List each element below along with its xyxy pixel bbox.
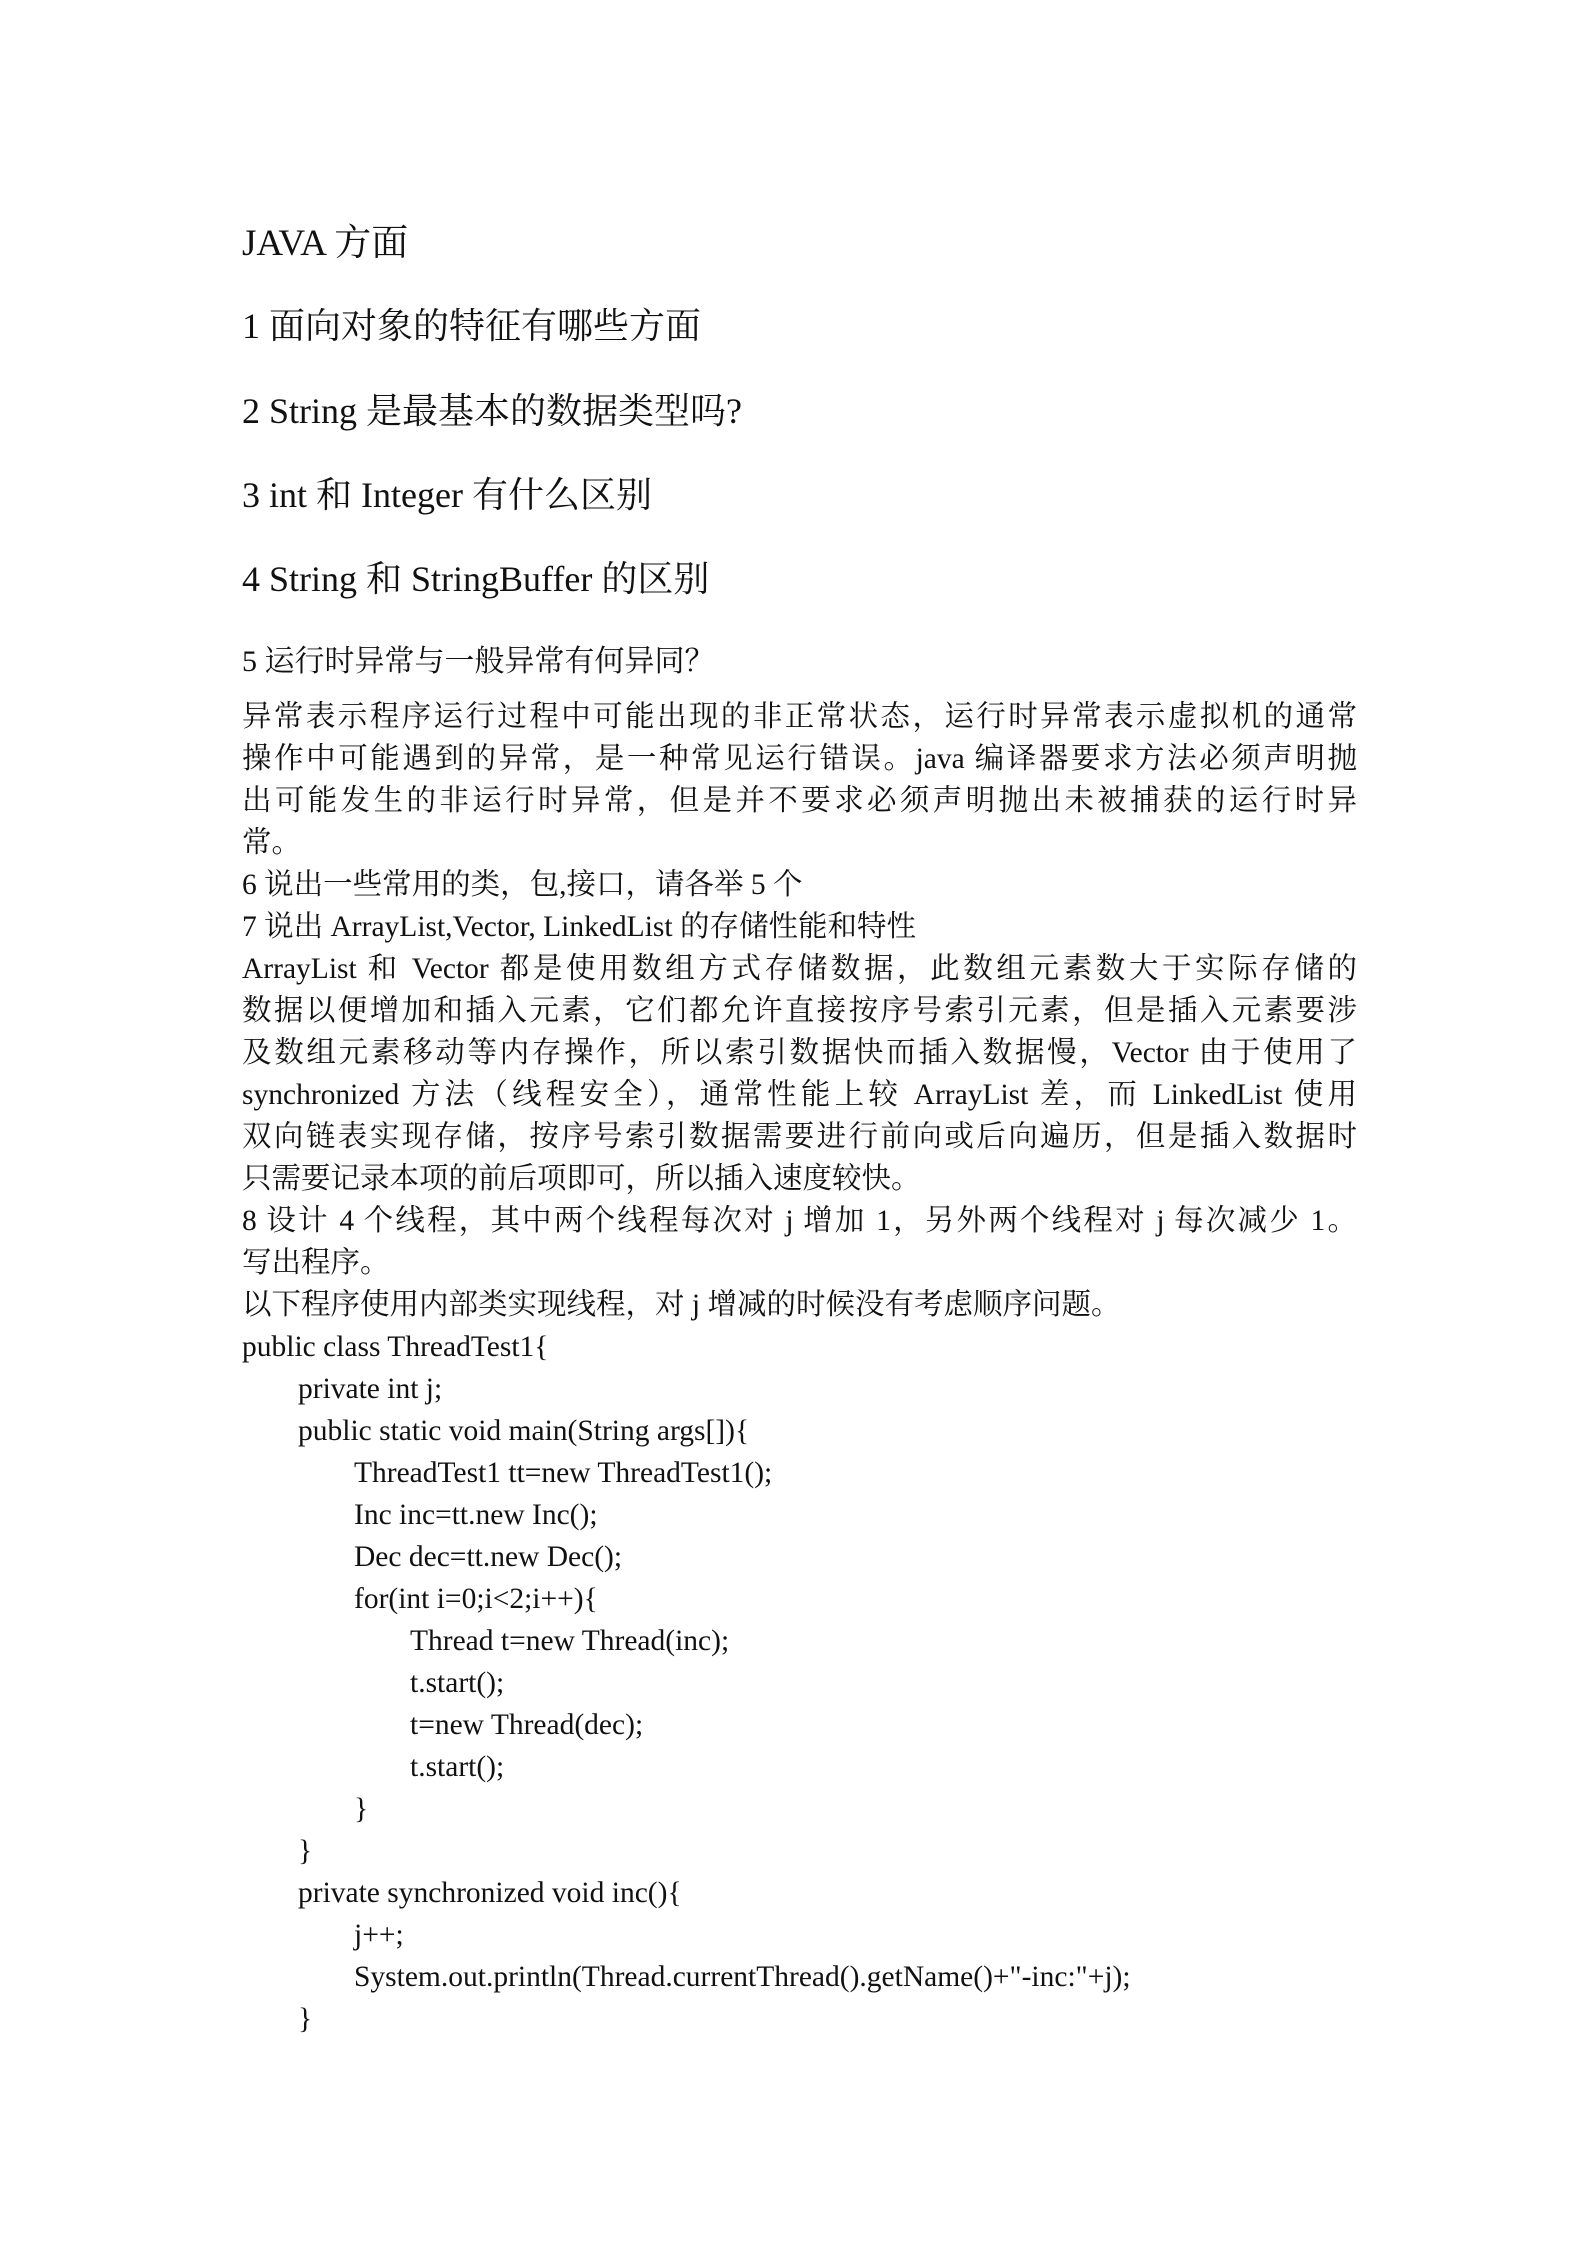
- answer-7-line: ArrayList 和 Vector 都是使用数组方式存储数据，此数组元素数大于实际存储的: [242, 953, 1357, 985]
- code-line: }: [298, 2003, 313, 2035]
- code-block: [242, 1326, 1357, 2040]
- answer-7-line: 及数组元素移动等内存操作，所以索引数据快而插入数据慢，Vector 由于使用了: [242, 1037, 1357, 1069]
- answer-5-line: 异常表示程序运行过程中可能出现的非正常状态，运行时异常表示虚拟机的通常: [242, 701, 1357, 733]
- code-line: System.out.println(Thread.currentThread().getName()+"-inc:"+j);: [354, 1961, 1131, 1993]
- code-line: Thread t=new Thread(inc);: [410, 1625, 730, 1657]
- code-line: }: [298, 1835, 313, 1867]
- question-1: 1 面向对象的特征有哪些方面: [242, 306, 702, 346]
- code-line: t.start();: [410, 1751, 505, 1783]
- code-line: t.start();: [410, 1667, 505, 1699]
- answer-5-line: 操作中可能遇到的异常，是一种常见运行错误。java 编译器要求方法必须声明抛: [242, 743, 1357, 775]
- code-line: j++;: [354, 1919, 404, 1951]
- code-line: public static void main(String args[]){: [298, 1415, 750, 1447]
- question-8-line: 写出程序。: [242, 1247, 390, 1279]
- answer-7-line: 只需要记录本项的前后项即可，所以插入速度较快。: [242, 1163, 921, 1195]
- code-line: private int j;: [298, 1373, 443, 1405]
- document-title: JAVA 方面: [242, 223, 409, 264]
- code-line: ThreadTest1 tt=new ThreadTest1();: [354, 1457, 773, 1489]
- code-line: }: [354, 1793, 369, 1825]
- code-line: t=new Thread(dec);: [410, 1709, 644, 1741]
- question-5: 5 运行时异常与一般异常有何异同？: [242, 645, 715, 678]
- answer-5-line: 常。: [242, 827, 302, 859]
- answer-7-line: 双向链表实现存储，按序号索引数据需要进行前向或后向遍历，但是插入数据时: [242, 1121, 1357, 1153]
- question-6: 6 说出一些常用的类，包,接口，请各举 5 个: [242, 869, 803, 901]
- answer-5-line: 出可能发生的非运行时异常，但是并不要求必须声明抛出未被捕获的运行时异: [242, 785, 1357, 817]
- code-line: public class ThreadTest1{: [242, 1331, 549, 1363]
- question-4: 4 String 和 StringBuffer 的区别: [242, 559, 710, 599]
- document-body: [242, 696, 1357, 2040]
- code-line: Dec dec=tt.new Dec();: [354, 1541, 623, 1573]
- code-line: for(int i=0;i<2;i++){: [354, 1583, 598, 1615]
- answer-7-line: synchronized 方法（线程安全），通常性能上较 ArrayList 差，而 LinkedList 使用: [242, 1079, 1357, 1111]
- question-3: 3 int 和 Integer 有什么区别: [242, 475, 652, 515]
- question-8-line: 8 设计 4 个线程，其中两个线程每次对 j 增加 1，另外两个线程对 j 每次减少 1。: [242, 1205, 1357, 1237]
- question-2: 2 String 是最基本的数据类型吗?: [242, 391, 742, 431]
- answer-7-line: 数据以便增加和插入元素，它们都允许直接按序号索引元素，但是插入元素要涉: [242, 995, 1357, 1027]
- question-7: 7 说出 ArrayList,Vector, LinkedList 的存储性能和特性: [242, 911, 916, 943]
- code-line: Inc inc=tt.new Inc();: [354, 1499, 598, 1531]
- code-line: private synchronized void inc(){: [298, 1877, 682, 1909]
- answer-8-intro: 以下程序使用内部类实现线程，对 j 增减的时候没有考虑顺序问题。: [242, 1289, 1121, 1321]
